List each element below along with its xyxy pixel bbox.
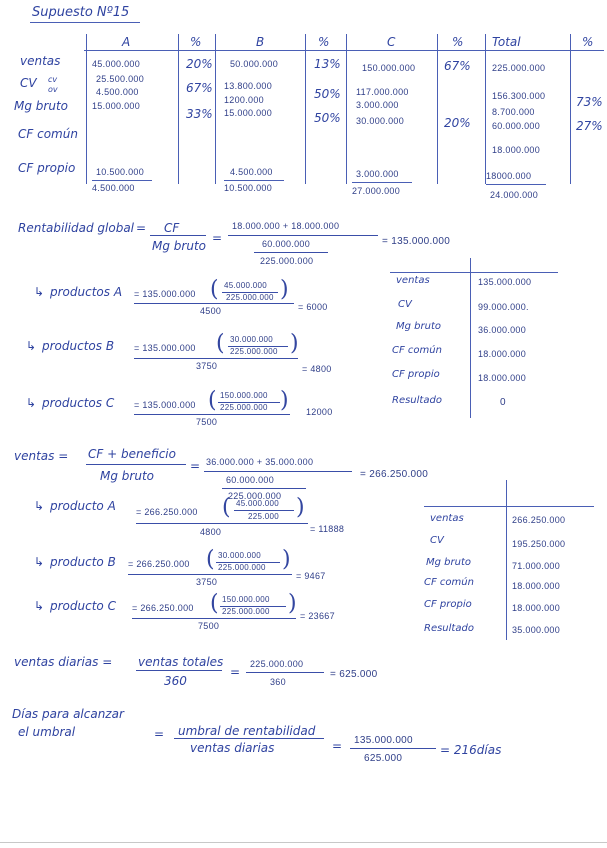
rent-den2b: 225.000.000: [260, 256, 314, 266]
header-a: A: [122, 35, 131, 49]
summary-rule: [506, 480, 507, 640]
a-cv2: 4.500.000: [96, 87, 139, 97]
fraction-bar: [134, 358, 298, 359]
prod2-b-result: = 9467: [296, 571, 326, 581]
ventas-eq-label: ventas =: [14, 449, 69, 463]
total-pct-cv: 73%: [576, 95, 603, 109]
sum-rule: [224, 180, 284, 181]
s2-value-ventas: 266.250.000: [512, 515, 566, 525]
dias-result: = 216días: [440, 743, 502, 757]
arrow-product-c: ↳: [34, 599, 45, 613]
prod2-a-label: producto A: [50, 499, 116, 513]
row-label-cf-comun: CF común: [18, 127, 78, 141]
total-mg: 60.000.000: [492, 121, 541, 131]
ventas-diarias-num2: 225.000.000: [250, 659, 304, 669]
prod-a-den: 4500: [200, 306, 222, 316]
s2-label-cv: CV: [430, 535, 444, 546]
s2-label-cfp: CF propio: [424, 599, 472, 610]
s2-label-result: Resultado: [424, 623, 474, 634]
paren-close: ): [296, 495, 305, 520]
prod2-a-prefix: = 266.250.000: [136, 507, 198, 517]
s2-label-cfc: CF común: [424, 577, 474, 588]
fraction-bar: [134, 303, 294, 304]
ventas-diarias-num: ventas totales: [138, 655, 224, 669]
arrow-product-a: ↳: [34, 499, 45, 513]
s1-value-cfp: 18.000.000: [478, 373, 527, 383]
prod-a-result: = 6000: [298, 302, 328, 312]
arrow-product-a: ↳: [34, 285, 45, 299]
prod2-a-result: = 11888: [310, 524, 345, 534]
a-result: 4.500.000: [92, 183, 135, 193]
dias-num2: 135.000.000: [354, 735, 413, 746]
fraction-bar: [234, 510, 294, 511]
rent-den2a: 60.000.000: [262, 239, 311, 249]
paren-close: ): [280, 388, 289, 413]
fraction-bar: [86, 464, 186, 465]
prod2-c-prefix: = 266.250.000: [132, 603, 194, 613]
total-ventas: 225.000.000: [492, 63, 546, 73]
header-pct: %: [452, 35, 464, 49]
total-cfp: 18000.000: [486, 171, 532, 181]
c-result: 27.000.000: [352, 186, 401, 196]
eq-sign: =: [230, 665, 241, 679]
table-col-rule: [86, 34, 87, 184]
a-pct-ventas: 20%: [186, 57, 213, 71]
prod2-c-fnum: 150.000.000: [222, 595, 270, 604]
s1-label-cfp: CF propio: [392, 369, 440, 380]
page-bottom-rule: [0, 842, 607, 843]
fraction-bar: [204, 471, 352, 472]
header-pct: %: [318, 35, 330, 49]
ventas-eq-num2: 36.000.000 + 35.000.000: [206, 457, 314, 467]
c-cv2: 3.000.000: [356, 100, 399, 110]
row-label-cv-sub: cv: [48, 75, 58, 84]
table-col-rule: [485, 34, 486, 184]
table-col-rule: [437, 34, 438, 184]
s2-value-cfp: 18.000.000: [512, 603, 561, 613]
fraction-bar: [350, 748, 436, 749]
eq-sign: =: [212, 231, 223, 245]
paren-open: (: [210, 591, 219, 616]
s1-label-cfc: CF común: [392, 345, 442, 356]
a-pct-cv: 67%: [186, 81, 213, 95]
rent-result: = 135.000.000: [382, 236, 451, 247]
ventas-diarias-label: ventas diarias =: [14, 655, 113, 669]
table-col-rule: [305, 34, 306, 184]
fraction-bar: [246, 672, 324, 673]
prod2-b-label: producto B: [50, 555, 116, 569]
prod-c-den: 7500: [196, 417, 218, 427]
ventas-diarias-result: = 625.000: [330, 669, 378, 680]
table-col-rule: [178, 34, 179, 184]
row-label-cv-sub: ov: [48, 85, 58, 94]
table-col-rule: [346, 34, 347, 184]
ventas-diarias-den: 360: [164, 674, 187, 688]
fraction-bar: [174, 738, 324, 739]
eq-sign: =: [190, 459, 201, 473]
s1-label-cv: CV: [398, 299, 412, 310]
summary-rule: [390, 272, 558, 273]
row-label-mg-bruto: Mg bruto: [14, 99, 68, 113]
prod-c-fnum: 150.000.000: [220, 391, 268, 400]
total-cv1: 156.300.000: [492, 91, 546, 101]
header-pct: %: [582, 35, 594, 49]
header-b: B: [256, 35, 265, 49]
paren-open: (: [208, 388, 217, 413]
arrow-product-c: ↳: [26, 396, 37, 410]
paren-open: (: [206, 547, 215, 572]
header-c: C: [387, 35, 396, 49]
ventas-eq-den2b: 225.000.000: [228, 491, 282, 501]
rent-num: CF: [164, 221, 180, 235]
s1-label-mg: Mg bruto: [396, 321, 441, 332]
a-mg: 15.000.000: [92, 101, 141, 111]
s1-value-mg: 36.000.000: [478, 325, 527, 335]
s2-value-cfc: 18.000.000: [512, 581, 561, 591]
paren-close: ): [290, 331, 299, 356]
arrow-product-b: ↳: [26, 339, 37, 353]
prod2-b-prefix: = 266.250.000: [128, 559, 190, 569]
prod2-b-den: 3750: [196, 577, 218, 587]
table-header-rule: [84, 50, 604, 51]
title-underline: [30, 22, 140, 23]
prod-a-prefix: = 135.000.000: [134, 289, 196, 299]
s2-label-mg: Mg bruto: [426, 557, 471, 568]
b-cv1: 13.800.000: [224, 81, 273, 91]
dias-label-1: Días para alcanzar: [12, 707, 124, 721]
eq-sign: =: [136, 221, 147, 235]
dias-den: ventas diarias: [190, 741, 275, 755]
paren-close: ): [280, 277, 289, 302]
prod-b-result: = 4800: [302, 364, 332, 374]
eq-sign: =: [154, 727, 165, 741]
prod-a-label: productos A: [50, 285, 123, 299]
row-label-cv: CV: [20, 76, 37, 90]
prod2-a-fden: 225.000: [248, 512, 280, 521]
c-pct-mg: 20%: [444, 116, 471, 130]
s1-label-result: Resultado: [392, 395, 442, 406]
prod-c-fden: 225.000.000: [220, 403, 268, 412]
table-col-rule: [570, 34, 571, 184]
paren-close: ): [288, 591, 297, 616]
prod-b-label: productos B: [42, 339, 115, 353]
s2-value-mg: 71.000.000: [512, 561, 561, 571]
ventas-eq-num: CF + beneficio: [88, 447, 176, 461]
prod2-b-fden: 225.000.000: [218, 563, 266, 572]
prod-b-fnum: 30.000.000: [230, 335, 274, 344]
paren-open: (: [222, 495, 231, 520]
ventas-eq-den2a: 60.000.000: [226, 475, 275, 485]
prod-c-label: productos C: [42, 396, 115, 410]
b-result: 10.500.000: [224, 183, 273, 193]
paren-open: (: [216, 331, 225, 356]
b-pct-cv: 50%: [314, 87, 341, 101]
c-ventas: 150.000.000: [362, 63, 416, 73]
total-result: 24.000.000: [490, 190, 539, 200]
fraction-bar: [254, 252, 328, 253]
row-label-ventas: ventas: [20, 54, 61, 68]
dias-den2: 625.000: [364, 753, 403, 764]
a-cv1: 25.500.000: [96, 74, 145, 84]
a-pct-mg: 33%: [186, 107, 213, 121]
s1-value-cv: 99.000.000.: [478, 302, 529, 312]
fraction-bar: [222, 488, 306, 489]
c-pct-ventas: 67%: [444, 59, 471, 73]
header-total: Total: [492, 35, 521, 49]
rent-global-label: Rentabilidad global: [18, 221, 135, 235]
page-title: Supuesto Nº15: [32, 5, 130, 20]
dias-label-2: el umbral: [18, 725, 76, 739]
row-label-cf-propio: CF propio: [18, 161, 76, 175]
a-ventas: 45.000.000: [92, 59, 141, 69]
sum-rule: [486, 184, 546, 185]
total-pct-mg: 27%: [576, 119, 603, 133]
header-pct: %: [190, 35, 202, 49]
prod-a-fnum: 45.000.000: [224, 281, 268, 290]
prod-b-prefix: = 135.000.000: [134, 343, 196, 353]
prod2-c-den: 7500: [198, 621, 220, 631]
b-mg: 15.000.000: [224, 108, 273, 118]
b-ventas: 50.000.000: [230, 59, 279, 69]
sum-rule: [352, 182, 412, 183]
prod2-b-fnum: 30.000.000: [218, 551, 262, 560]
sum-rule: [92, 180, 152, 181]
a-cfp: 10.500.000: [96, 167, 145, 177]
s2-label-ventas: ventas: [430, 513, 464, 524]
prod2-a-fnum: 45.000.000: [236, 499, 280, 508]
b-cfp: 4.500.000: [230, 167, 273, 177]
c-mg: 30.000.000: [356, 116, 405, 126]
rent-num2: 18.000.000 + 18.000.000: [232, 221, 340, 231]
prod-a-fden: 225.000.000: [226, 293, 274, 302]
total-cf-comun: 18.000.000: [492, 145, 541, 155]
s2-value-result: 35.000.000: [512, 625, 561, 635]
prod2-a-den: 4800: [200, 527, 222, 537]
s1-value-ventas: 135.000.000: [478, 277, 532, 287]
s1-value-cfc: 18.000.000: [478, 349, 527, 359]
ventas-diarias-den2: 360: [270, 677, 286, 687]
paren-open: (: [210, 277, 219, 302]
prod-c-prefix: = 135.000.000: [134, 400, 196, 410]
b-cv2: 1200.000: [224, 95, 264, 105]
prod-b-den: 3750: [196, 361, 218, 371]
arrow-product-b: ↳: [34, 555, 45, 569]
ventas-eq-result: = 266.250.000: [360, 469, 429, 480]
prod2-c-label: producto C: [50, 599, 116, 613]
fraction-bar: [136, 670, 222, 671]
summary-rule: [470, 258, 471, 418]
fraction-bar: [132, 618, 296, 619]
prod-c-result: 12000: [306, 407, 333, 417]
paren-close: ): [282, 547, 291, 572]
prod-b-fden: 225.000.000: [230, 347, 278, 356]
s2-value-cv: 195.250.000: [512, 539, 566, 549]
s1-value-result: 0: [500, 397, 506, 408]
b-pct-mg: 50%: [314, 111, 341, 125]
s1-label-ventas: ventas: [396, 275, 430, 286]
fraction-bar: [150, 235, 206, 236]
table-col-rule: [215, 34, 216, 184]
ventas-eq-den: Mg bruto: [100, 469, 154, 483]
prod2-c-fden: 225.000.000: [222, 607, 270, 616]
fraction-bar: [128, 574, 292, 575]
rent-den: Mg bruto: [152, 239, 206, 253]
fraction-bar: [136, 523, 308, 524]
dias-num: umbral de rentabilidad: [178, 724, 316, 738]
b-pct-ventas: 13%: [314, 57, 341, 71]
c-cv1: 117.000.000: [356, 87, 409, 97]
total-cv2: 8.700.000: [492, 107, 535, 117]
summary-rule: [424, 506, 594, 507]
c-cfp: 3.000.000: [356, 169, 399, 179]
fraction-bar: [228, 235, 378, 236]
fraction-bar: [134, 414, 290, 415]
eq-sign: =: [332, 739, 343, 753]
prod2-c-result: = 23667: [300, 611, 335, 621]
